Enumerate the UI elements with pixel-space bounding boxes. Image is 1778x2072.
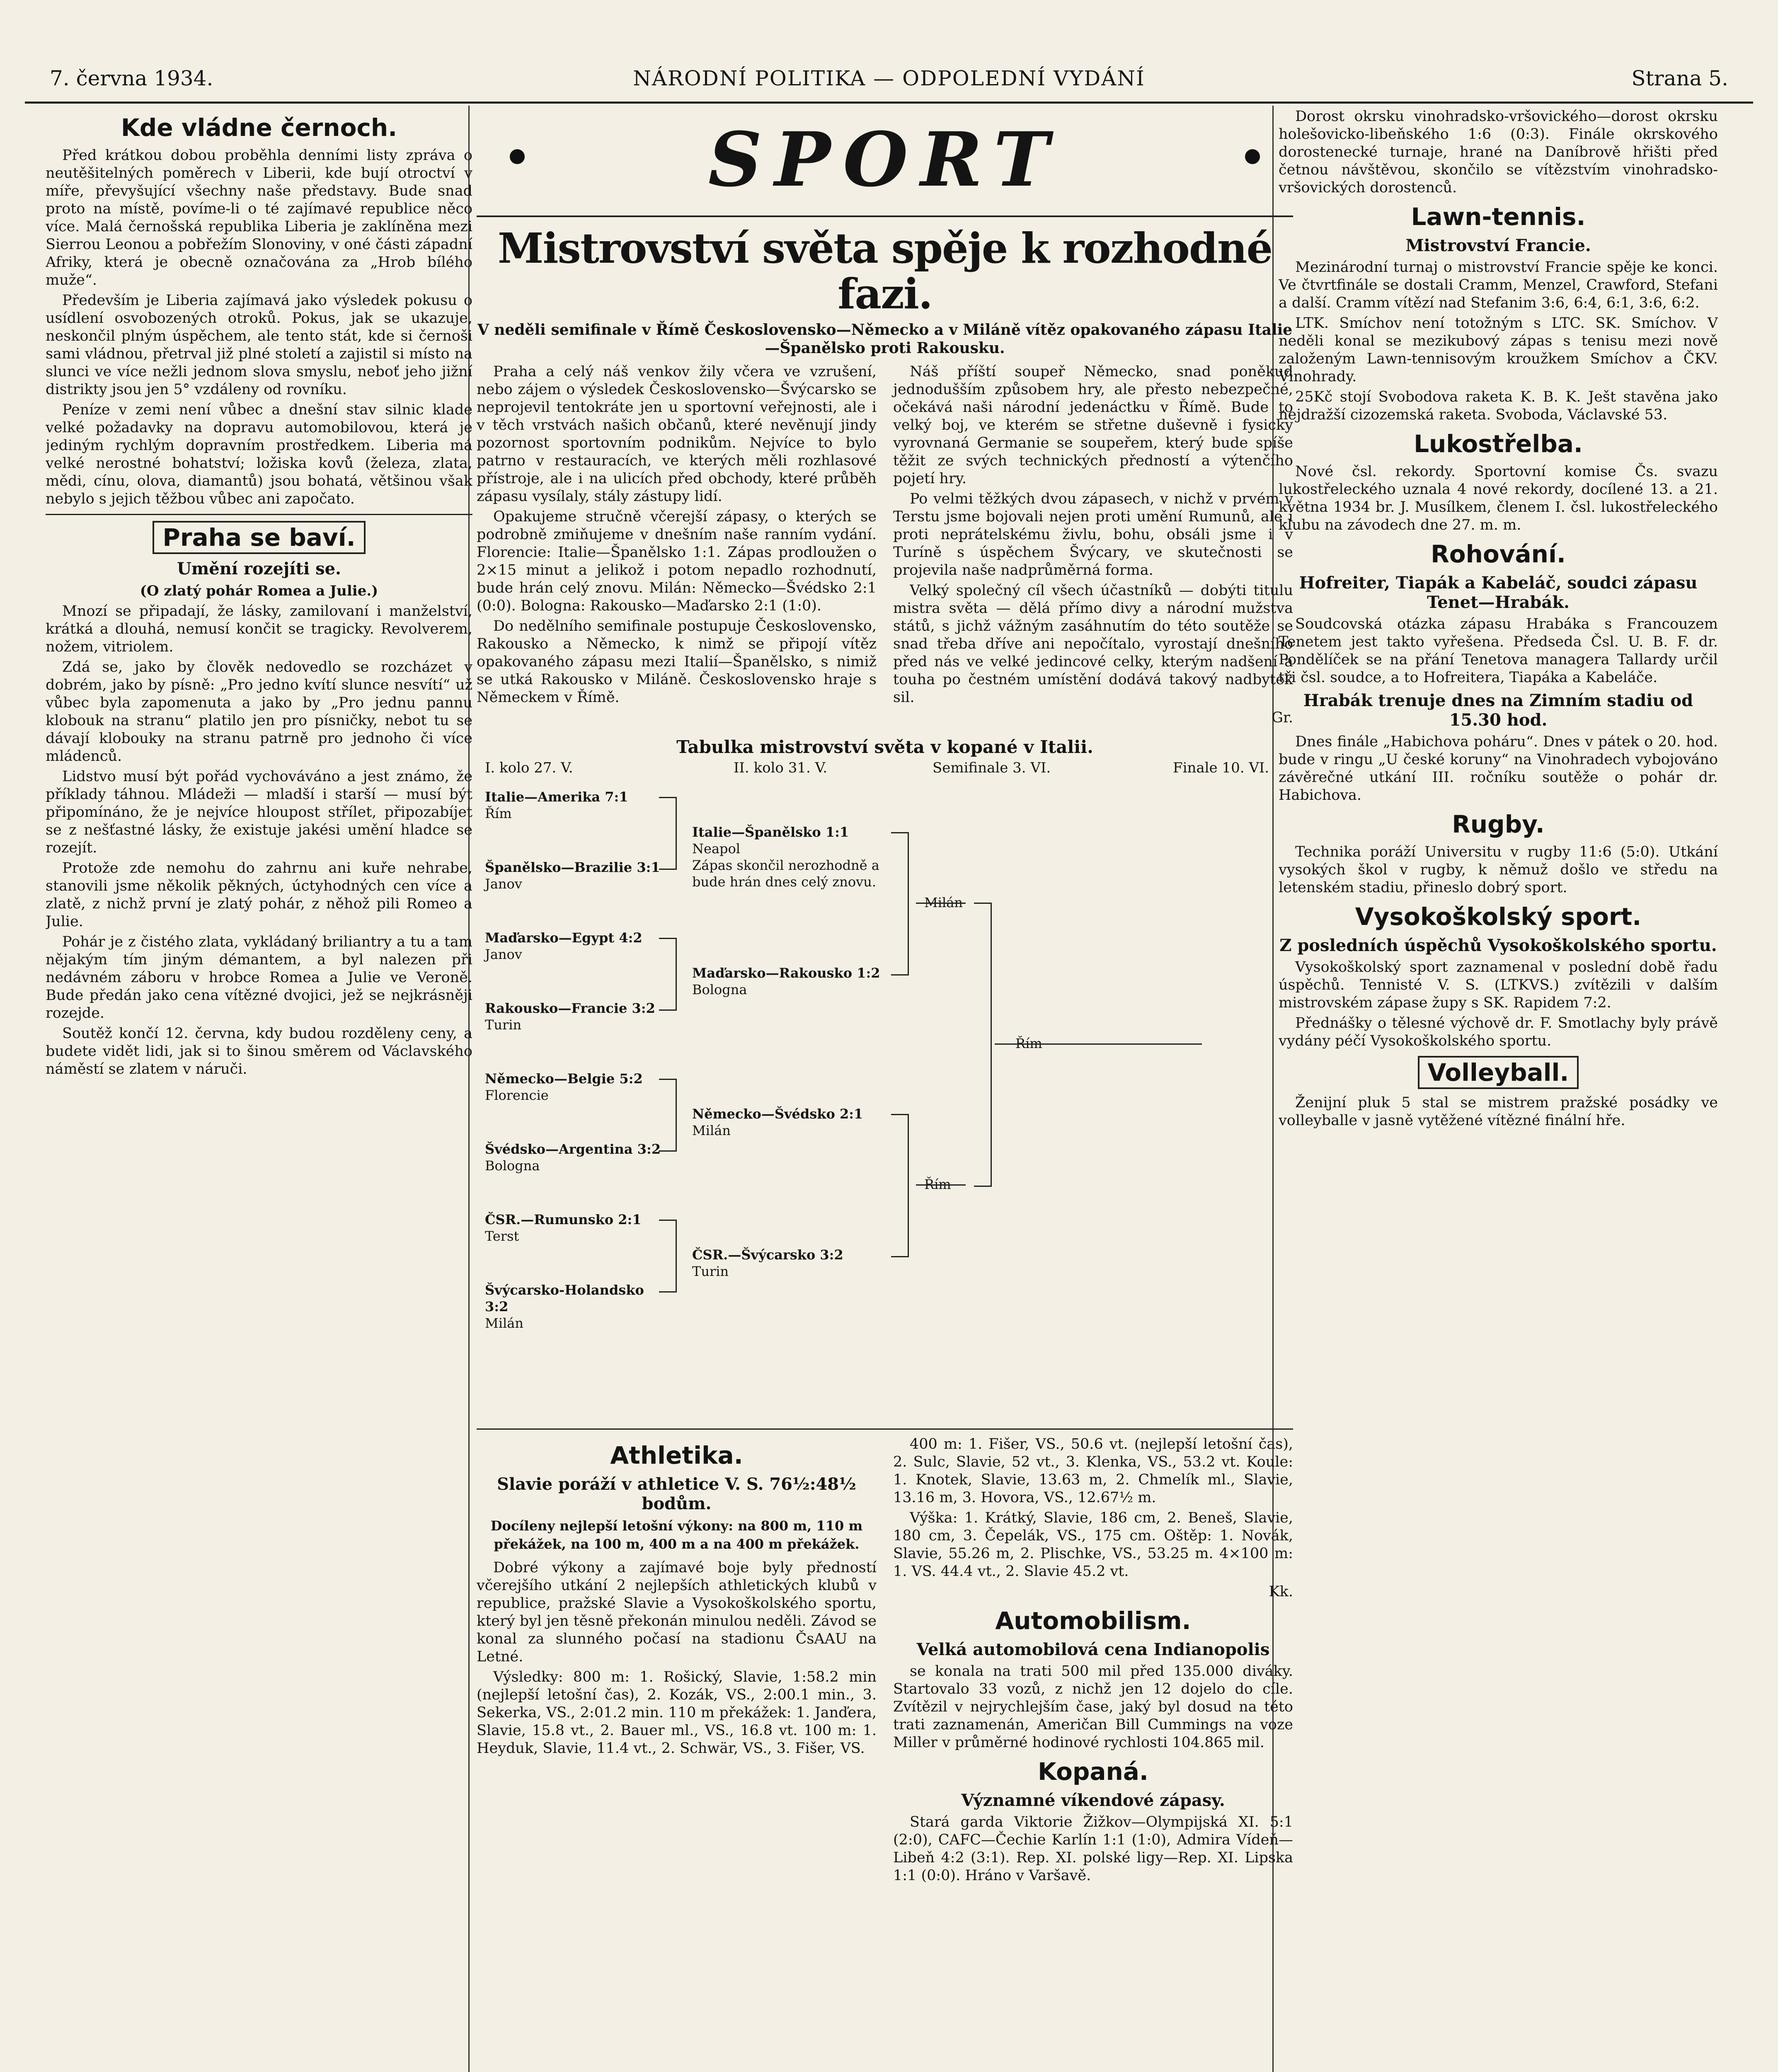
section-title: Automobilism. xyxy=(995,1607,1191,1635)
paragraph: Výška: 1. Krátký, Slavie, 186 cm, 2. Beneš, Slavie, 180 cm, 3. Čepelák, VS., 175 cm. Oštěp: 1. Novák, Slavie, 55.26 m, 2. Plischke, VS., 53.25 m. 4×100 m: 1. VS. 44.4 vt., 2. Slavie 45.2 vt. xyxy=(893,1510,1293,1580)
section-title: Lawn-tennis. xyxy=(1411,203,1586,231)
section-title: Rohování. xyxy=(1431,540,1566,568)
paragraph: Soutěž končí 12. června, kdy budou rozděleny ceny, a budete vidět lidi, jak si to šinou směrem od Václavského náměstí se zlatem v náruči. xyxy=(46,1025,472,1077)
article-title xyxy=(46,521,472,554)
match-result: ČSR.—Rumunsko 2:1 xyxy=(485,1212,642,1227)
paragraph: 400 m: 1. Fišer, VS., 50.6 vt. (nejlepší letošní čas), 2. Sulc, Slavie, 52 vt., 3. Klenka, VS., 53.2 vt. Koule: 1. Knotek, Slavie, 13.63 m, 2. Chmelík ml., Slavie, 13.16 m, 3. Hovora, VS., 12.67½ m. xyxy=(893,1436,1293,1506)
first-round-match xyxy=(485,1070,667,1104)
section-title: Vysokoškolský sport. xyxy=(1355,903,1642,931)
match-result: Maďarsko—Egypt 4:2 xyxy=(485,930,642,946)
issue-date: 7. června 1934. xyxy=(50,66,213,90)
article-subtitle: Umění rozejíti se. xyxy=(177,559,341,579)
second-round-match xyxy=(692,965,883,998)
paragraph: Pohár je z čistého zlata, vykládaný briliantry a tu a tam nějakým tím jiným démantem, a byl nalezen při nedávném záboru v hrobce Romea a Julie ve Veroně. Bude předán jako cena vítězné dvojici, jež se nejkrásněji rozejde. xyxy=(46,934,472,1021)
paragraph: Mezinárodní turnaj o mistrovství Francie spěje ke konci. Ve čtvrtfinále se dostali Cramm, Menzel, Crawford, Stefani a další. Cramm vítězí nad Stefanim 3:6, 6:4, 6:1, 3:6, 6:2. xyxy=(1279,259,1718,311)
first-round-match xyxy=(485,859,667,892)
match-venue: Bologna xyxy=(485,1158,540,1174)
boxed-title: Praha se baví. xyxy=(153,521,365,554)
paragraph: Dnes finále „Habichova poháru“. Dnes v pátek o 20. hod. bude v ringu „U české koruny“ na Vinohradech vybojováno závěrečné utkání III. ročníku soutěže o pohár dr. Habichova. xyxy=(1279,733,1718,804)
main-subheadline: V neděli semifinale v Římě Československo—Německo a v Miláně vítěz opakovaného zápasu Italie—Španělsko proti Rakousku. xyxy=(477,321,1293,357)
page-number: Strana 5. xyxy=(1631,66,1728,90)
match-result: Rakousko—Francie 3:2 xyxy=(485,1000,655,1016)
bracket-line xyxy=(891,1114,909,1257)
match-venue: Janov xyxy=(485,946,522,962)
paragraph: 25Kč stojí Svobodova raketa K. B. K. Ješt stavěna jako nejdražší cizozemská raketa. Svoboda, Václavské 53. xyxy=(1279,389,1718,423)
match-result: Italie—Amerika 7:1 xyxy=(485,789,628,805)
paragraph: Výsledky: 800 m: 1. Rošický, Slavie, 1:58.2 min (nejlepší letošní čas), 2. Kozák, VS., 2:00.1 min., 3. Sekerka, VS., 2:01.2 min. 110 m překážek: 1. Janďera, Slavie, 15.8 vt., 2. Bauer ml., VS., 16.8 vt. 100 m: 1. Heyduk, Slavie, 11.4 vt., 2. Schwär, VS., 3. Fišer, VS. xyxy=(477,1669,877,1757)
sport-banner xyxy=(477,108,1293,217)
semifinal-venue: Milán xyxy=(924,895,963,910)
match-result: ČSR.—Švýcarsko 3:2 xyxy=(692,1247,843,1263)
paragraph: Do nedělního semifinale postupuje Československo, Rakousko a Německo, k nimž se připojí vítěz opakovaného zápasu mezi Italií—Španělsko, s nimiž se utká Rakousko v Miláně. Československo hraje s Německem v Římě. xyxy=(477,618,877,706)
round-label: Semifinale 3. VI. xyxy=(933,760,1051,776)
match-result: Švédsko—Argentina 3:2 xyxy=(485,1141,661,1157)
section-subtitle: Z posledních úspěchů Vysokoškolského sportu. xyxy=(1279,936,1717,955)
first-round-match xyxy=(485,1000,667,1033)
paragraph: Zdá se, jako by člověk nedovedlo se rozcházet v dobrém, jako by písně: „Pro jedno kvítí slunce nesvítí“ už vůbec byla zapomenuta a jako by „Pro jednu pannu klobouk na stranu“ platilo jen pro písničky, nebot tu se dávají klobouky na stranu patrně pro jednoho či více mládenců. xyxy=(46,659,472,765)
section-title: Kopaná. xyxy=(1038,1757,1148,1786)
match-result: Španělsko—Brazilie 3:1 xyxy=(485,859,660,875)
section-title: Athletika. xyxy=(610,1441,743,1469)
match-result: Italie—Španělsko 1:1 xyxy=(692,824,849,840)
paragraph: Dobré výkony a zajímavé boje byly předností včerejšího utkání 2 nejlepších athletických klubů v republice, pražské Slavie a Vysokoškolského sportu, který byl jen těsně překonán minulou neděli. Závod se konal za slunného počasí na stadionu ČsAAU na Letné. xyxy=(477,1559,877,1665)
bracket-line xyxy=(916,1184,966,1186)
match-note: Zápas skončil nerozhodně a bude hrán dnes celý znovu. xyxy=(692,857,879,890)
match-venue: Milán xyxy=(485,1315,523,1331)
section-subtitle: Mistrovství Francie. xyxy=(1405,236,1591,255)
section-title xyxy=(1279,1056,1718,1089)
column-sport xyxy=(477,108,1293,2072)
round-label: II. kolo 31. V. xyxy=(734,760,827,776)
match-result: Německo—Švédsko 2:1 xyxy=(692,1106,863,1122)
paragraph: Soudcovská otázka zápasu Hrabáka s Francouzem Tenetem jest takto vyřešena. Předseda Čsl. U. B. F. dr. Pondělíček se na přání Tenetova managera Tallardy určil tři čsl. soudce, a to Hofreitera, Tiapáka a Kabeláče. xyxy=(1279,616,1718,686)
tournament-bracket xyxy=(477,760,1293,1423)
semifinal-venue: Řím xyxy=(924,1176,951,1192)
signature: Gr. xyxy=(1272,709,1293,726)
bracket-line xyxy=(891,832,909,975)
match-venue: Florencie xyxy=(485,1087,549,1103)
match-venue: Turin xyxy=(692,1264,729,1279)
bracket-line xyxy=(974,903,992,1187)
article-title: Kde vládne černoch. xyxy=(121,114,397,142)
match-result: Německo—Belgie 5:2 xyxy=(485,1071,643,1087)
second-round-match xyxy=(692,824,883,890)
boxed-title: Volleyball. xyxy=(1418,1056,1579,1089)
first-round-match xyxy=(485,929,667,963)
sport-masthead: SPORT xyxy=(708,116,1062,203)
paragraph: Peníze v zemi není vůbec a dnešní stav silnic klade velké požadavky na dopravu automobilovou, která je jediným rychlým dopravním prostředkem. Liberia má velké nerostné bohatství; ložiska kovů (železa, zlata, mědi, cínu, olova, diamantů) jsou bohatá, většinou však nebylo s jejich těžbou vůbec ani započato. xyxy=(46,402,472,507)
paragraph: Stará garda Viktorie Žižkov—Olympijská XI. 5:1 (2:0), CAFC—Čechie Karlín 1:1 (1:0), Admira Vídeň—Libeň 4:2 (3:1). Rep. XI. polské ligy—Rep. XI. Lipska 1:1 (0:0). Hráno v Varšavě. xyxy=(893,1814,1293,1884)
column-left xyxy=(46,108,472,2072)
paragraph: Ženijní pluk 5 stal se mistrem pražské posádky ve volleyballe v jasně vytěžené vítězné finální hře. xyxy=(1279,1094,1718,1129)
match-result: Maďarsko—Rakousko 1:2 xyxy=(692,965,880,981)
paragraph: Po velmi těžkých dvou zápasech, v nichž v prvém v Terstu jsme bojovali nejen proti umění Rumunů, ale i proti neprátelskému živlu, bohu, obsáli jsme i v Turíně s úspěchem Švýcary, ve skutečnosti se projevila naše nadprůměrná forma. xyxy=(893,491,1293,579)
bracket-title: Tabulka mistrovství světa v kopané v Italii. xyxy=(676,737,1093,757)
paragraph: Především je Liberia zajímavá jako výsledek pokusu o usídlení osvobozených otroků. Pokus, jak se ukazuje, neskončil plným úspěchem, ale tento stát, kde si černoši sami vládnou, přetrval již plné století a zajistil si místo na slunci ve více nežli jednom slova smyslu, neboť jeho jižní distrikty jsou jen 5° vzdáleny od rovníku. xyxy=(46,292,472,398)
article-subtitle: (O zlatý pohár Romea a Julie.) xyxy=(140,583,378,599)
bracket-line xyxy=(995,1043,1202,1045)
main-headline: Mistrovství světa spěje k rozhodné fazi. xyxy=(497,224,1272,318)
bracket-line xyxy=(916,903,966,904)
section-subtitle: Hofreiter, Tiapák a Kabeláč, soudci zápasu Tenet—Hrabák. xyxy=(1299,573,1698,612)
column-right xyxy=(1279,108,1718,2072)
divider xyxy=(46,514,472,515)
paragraph: se konala na trati 500 mil před 135.000 diváky. Startovalo 33 vozů, z nichž jen 12 dojelo do cíle. Zvítězil v nejrychlejším čase, jaký byl dosud na této trati zaznamenán, Američan Bill Cummings na voze Miller v průměrné hodinové rychlosti 104.865 mil. xyxy=(893,1663,1293,1751)
article-body xyxy=(477,363,1293,729)
second-round-match xyxy=(692,1247,883,1280)
first-round-match xyxy=(485,1141,667,1174)
paragraph: Velký společný cíl všech účastníků — dobýti titulu mistra světa — dělá přímo divy a národní mužstva států, s jichž vážným zasáhnutím do této soutěže se snad třeba dříve ani nepočítalo, vyrostají dnešního před nás ve velké jedincové celky, kterým nadšení a touha po čestném umístění dodává takový nadbytek sil. xyxy=(893,582,1293,706)
signature: Kk. xyxy=(1269,1583,1293,1600)
first-round-match xyxy=(485,1282,667,1331)
match-venue: Neapol xyxy=(692,841,740,857)
match-venue: Milán xyxy=(692,1123,731,1138)
match-venue: Řím xyxy=(485,806,512,821)
lower-sections xyxy=(477,1435,1293,1887)
paragraph: Protože zde nemohu do zahrnu ani kuře nehrabe, stanovili jsme několik pěkných, úctyhodných cen více a zlatě, z nichž první je zlatý pohár, z něhož pili Romeo a Julie. xyxy=(46,860,472,930)
section-subtitle: Docíleny nejlepší letošní výkony: na 800 m, 110 m překážek, na 100 m, 400 m a na 400 m překážek. xyxy=(490,1518,863,1552)
paragraph: Dorost okrsku vinohradsko-vršovického—dorost okrsku holešovicko-libeňského 1:6 (0:3). Finále okrskového dorostenecké turnaje, hrané na Daníbrově hřišti před četnou návštěvou, skončilo se vítězstvím vinohradsko-vršovických dorostenců. xyxy=(1279,108,1718,196)
section-subtitle: Významné víkendové zápasy. xyxy=(961,1791,1225,1810)
first-round-match xyxy=(485,789,667,822)
section-subtitle: Slavie poráží v athletice V. S. 76½:48½ bodům. xyxy=(497,1474,856,1513)
match-venue: Terst xyxy=(485,1228,519,1244)
paragraph: Technika poráží Universitu v rugby 11:6 (5:0). Utkání vysokých škol v rugby, k němuž došlo ve středu na letenském stadiu, přineslo dobrý sport. xyxy=(1279,844,1718,896)
bullet-icon xyxy=(1245,149,1260,164)
paragraph: Lidstvo musí být pořád vychováváno a jest známo, že příklady táhnou. Mládeži — mladší i starší — musí být připomínáno, že je nejvíce hloupost střílet, připozabíjet se z nešťastné lásky, že existuje jakési umění hladce se rozejít. xyxy=(46,768,472,856)
section-subtitle: Hrabák trenuje dnes na Zimním stadiu od 15.30 hod. xyxy=(1303,691,1693,730)
paragraph: Praha a celý náš venkov žily včera ve vzrušení, nebo zájem o výsledek Československo—Švýcarsko se neprojevil tentokráte jen u sportovní veřejnosti, ale i v těch vrstvách našich občanů, které nevěnují jindy pozornost sportovním podnikům. Nejvíce to bylo patrno v restauracích, ve kterých měli rozhlasové přístroje, ale i na ulicích před obchody, které průběh zápasu vysílaly, stály zástupy lidí. xyxy=(477,363,877,505)
paragraph: Přednášky o tělesné výchově dr. F. Smotlachy byly právě vydány péčí Vysokoškolského sportu. xyxy=(1279,1015,1718,1049)
paragraph: Vysokoškolský sport zaznamenal v poslední době řadu úspěchů. Tennisté V. S. (LTKVS.) zvítězili v dalším mistrovském zápase župy s SK. Rapidem 7:2. xyxy=(1279,959,1718,1011)
newspaper-title: NÁRODNÍ POLITIKA — ODPOLEDNÍ VYDÁNÍ xyxy=(633,66,1145,90)
paragraph: Před krátkou dobou proběhla denními listy zpráva o neutěšitelných poměrech v Liberii, kde bují otroctví v míře, převyšující všechny naše představy. Bude snad proto na místě, povíme-li o té zajímavé republice něco více. Malá černošská republika Liberia je zaklíněna mezi Sierrou Leonou a pobřežím Slonoviny, v oné části západní Afriky, která je obecně označována za „Hrob bílého muže“. xyxy=(46,147,472,288)
first-round-match xyxy=(485,1211,667,1244)
round-label: Finale 10. VI. xyxy=(1173,760,1269,776)
paragraph: Náš příští soupeř Německo, snad poněkud jednodušším způsobem hry, ale přesto nebezpečné, očekává naši národní jedenáctku v Římě. Bude to velký boj, ve kterém se střetne duševně i fysicky vyrovnaná Germanie se soupeřem, který bude spíše těžit ze svých technických předností a výtenčího pojetí hry. xyxy=(893,363,1293,487)
match-result: Švýcarsko-Holandsko 3:2 xyxy=(485,1282,644,1314)
section-subtitle: Velká automobilová cena Indianopolis xyxy=(916,1640,1270,1659)
section-title: Rugby. xyxy=(1452,810,1545,838)
match-venue: Bologna xyxy=(692,982,747,997)
paragraph: Mnozí se připadají, že lásky, zamilovaní i manželství, krátká a dlouhá, nemusí končit se tragicky. Revolverem, nožem, vitriolem. xyxy=(46,603,472,655)
final-venue: Řím xyxy=(1015,1036,1042,1051)
round-label: I. kolo 27. V. xyxy=(485,760,573,776)
divider xyxy=(477,1428,1293,1430)
page-header xyxy=(25,62,1753,104)
match-venue: Janov xyxy=(485,876,522,892)
second-round-match xyxy=(692,1106,883,1139)
paragraph: Nové čsl. rekordy. Sportovní komise Čs. svazu lukostřeleckého uznala 4 nové rekordy, docílené 13. a 21. května 1934 br. J. Musílkem, členem I. čsl. lukostřeleckého klubu na závodech dne 27. m. m. xyxy=(1279,463,1718,533)
section-title: Lukostřelba. xyxy=(1414,430,1583,458)
paragraph: LTK. Smíchov není totožným s LTC. SK. Smíchov. V neděli konal se mezikubový zápas s tenisu mezi nově založeným Lawn-tennisovým kroužkem Smíchov a ČKV. Vinohrady. xyxy=(1279,315,1718,385)
paragraph: Opakujeme stručně včerejší zápasy, o kterých se podrobně zmiňujeme v dnešním naše ranním vydání. Florencie: Italie—Španělsko 1:1. Zápas prodloužen o 2×15 minut a jelikož i potom nepadlo rozhodnutí, bude hrán celý znovu. Milán: Německo—Švédsko 2:1 (0:0). Bologna: Rakousko—Maďarsko 2:1 (1:0). xyxy=(477,508,877,614)
match-venue: Turin xyxy=(485,1017,522,1033)
